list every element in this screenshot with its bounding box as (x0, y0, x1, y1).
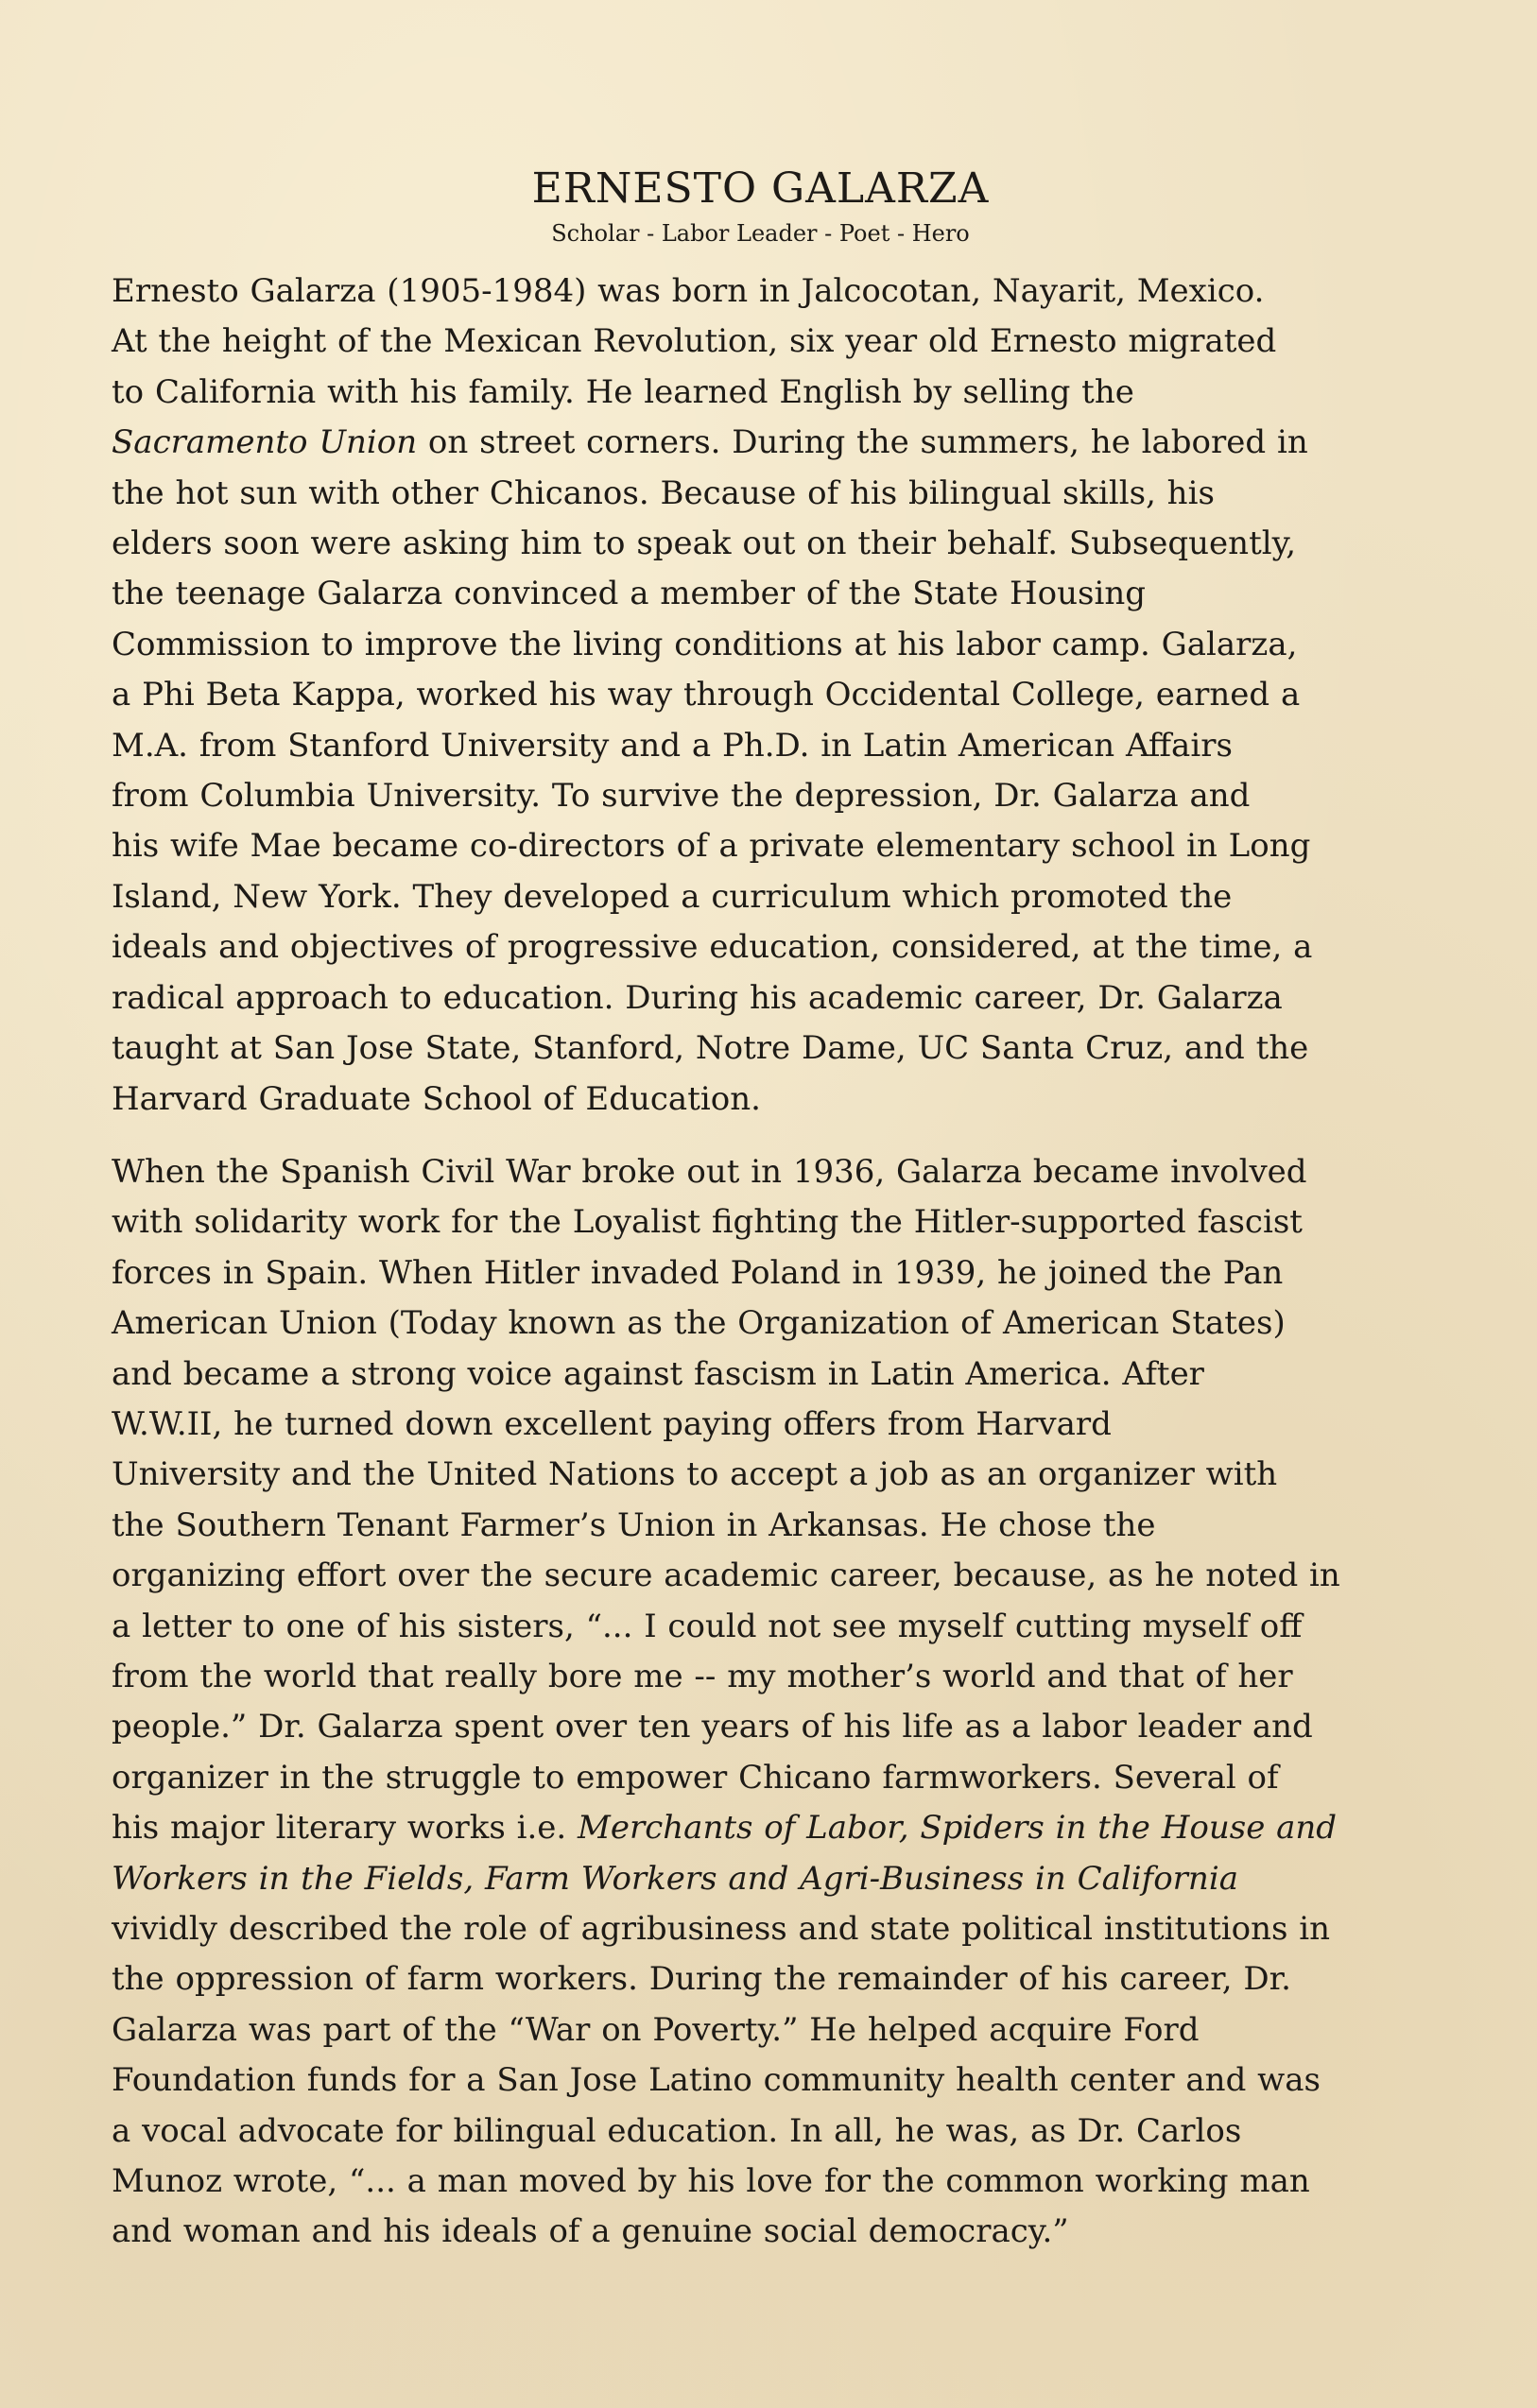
text-line (112, 1147, 1383, 1197)
body-text: a vocal advocate for bilingual education. In all, he was, as Dr. Carlos (112, 2111, 1242, 2150)
body-text: his major literary works i.e. (112, 1809, 579, 1848)
body-text: ideals and objectives of progressive education, considered, at the time, a (112, 928, 1313, 967)
paragraph-early-life (112, 267, 1383, 1125)
text-line (112, 1350, 1383, 1400)
text-line (112, 670, 1383, 720)
body-text: Munoz wrote, “... a man moved by his love for the common working man (112, 2162, 1310, 2201)
text-line (112, 1075, 1383, 1125)
body-text: elders soon were asking him to speak out on their behalf. Subsequently, (112, 525, 1297, 563)
text-line (112, 721, 1383, 771)
text-line (112, 2157, 1383, 2207)
text-line (112, 1904, 1383, 1954)
text-line (112, 1299, 1383, 1349)
text-line (112, 1702, 1383, 1752)
italic-title-text: Workers in the Fields, Farm Workers and Agri-Business in California (112, 1859, 1238, 1898)
text-line (112, 620, 1383, 670)
body-text: a letter to one of his sisters, “... I could not see myself cutting myself off (112, 1607, 1303, 1645)
text-line (112, 922, 1383, 972)
text-line (112, 2107, 1383, 2157)
text-line (112, 469, 1383, 519)
body-text: organizer in the struggle to empower Chicano farmworkers. Several of (112, 1758, 1279, 1797)
italic-title-text: Merchants of Labor, Spiders in the House and (578, 1809, 1338, 1848)
body-text: Harvard Graduate School of Education. (112, 1079, 761, 1118)
body-text: to California with his family. He learned English by selling the (112, 372, 1134, 411)
text-line (112, 1652, 1383, 1702)
text-line (112, 1602, 1383, 1652)
page-title: ERNESTO GALARZA (531, 164, 990, 213)
body-text: Foundation funds for a San Jose Latino community health center and was (112, 2061, 1321, 2100)
body-text: Island, New York. They developed a curriculum which promoted the (112, 877, 1233, 916)
text-line (112, 872, 1383, 922)
text-line (112, 569, 1383, 619)
text-line (112, 1854, 1383, 1904)
text-line (112, 1197, 1383, 1247)
paragraph-activism (112, 1147, 1383, 2258)
body-text: forces in Spain. When Hitler invaded Poland in 1939, he joined the Pan (112, 1253, 1284, 1292)
text-line (112, 2005, 1383, 2055)
body-text: on street corners. During the summers, he labored in (417, 423, 1308, 462)
text-line (112, 1023, 1383, 1074)
body-text: Commission to improve the living conditions at his labor camp. Galarza, (112, 625, 1298, 663)
text-line (112, 519, 1383, 569)
body-text: and became a strong voice against fascism in Latin America. After (112, 1354, 1204, 1393)
text-line (112, 1450, 1383, 1500)
body-text: M.A. from Stanford University and a Ph.D. in Latin American Affairs (112, 726, 1233, 765)
text-line (112, 1248, 1383, 1299)
text-line (112, 1400, 1383, 1450)
body-text: Galarza was part of the “War on Poverty.” He helped acquire Ford (112, 2010, 1200, 2049)
body-text: his wife Mae became co-directors of a private elementary school in Long (112, 827, 1311, 866)
body-text: the teenage Galarza convinced a member of the State Housing (112, 575, 1146, 613)
body-text: the Southern Tenant Farmer’s Union in Arkansas. He chose the (112, 1505, 1156, 1544)
text-line (112, 2207, 1383, 2257)
text-line (112, 1501, 1383, 1551)
body-text: W.W.II, he turned down excellent paying offers from Harvard (112, 1404, 1112, 1443)
text-line (112, 317, 1383, 367)
text-line (112, 1551, 1383, 1601)
text-line (112, 368, 1383, 418)
text-line (112, 267, 1383, 317)
body-text: the hot sun with other Chicanos. Because of his bilingual skills, his (112, 473, 1215, 512)
text-line (112, 2055, 1383, 2106)
body-text: taught at San Jose State, Stanford, Notre Dame, UC Santa Cruz, and the (112, 1029, 1309, 1068)
body-text: and woman and his ideals of a genuine social democracy.” (112, 2212, 1069, 2251)
body-text: radical approach to education. During his academic career, Dr. Galarza (112, 978, 1283, 1017)
text-line (112, 1803, 1383, 1853)
body-text: American Union (Today known as the Organization of American States) (112, 1304, 1286, 1343)
body-text: people.” Dr. Galarza spent over ten years of his life as a labor leader and (112, 1708, 1313, 1746)
body-text: organizing effort over the secure academic career, because, as he noted in (112, 1557, 1340, 1595)
body-text: from the world that really bore me -- my mother’s world and that of her (112, 1657, 1293, 1695)
text-line (112, 973, 1383, 1023)
text-line (112, 1954, 1383, 2004)
text-line (112, 821, 1383, 871)
body-text: from Columbia University. To survive the depression, Dr. Galarza and (112, 777, 1251, 816)
body-text: When the Spanish Civil War broke out in 1936, Galarza became involved (112, 1152, 1307, 1191)
page-subtitle: Scholar - Labor Leader - Poet - Hero (551, 220, 970, 247)
body-text: University and the United Nations to accept a job as an organizer with (112, 1455, 1278, 1494)
text-line (112, 1753, 1383, 1803)
body-text: Ernesto Galarza (1905-1984) was born in Jalcocotan, Nayarit, Mexico. (112, 272, 1265, 310)
body-text: vividly described the role of agribusiness and state political institutions in (112, 1910, 1331, 1948)
body-text: with solidarity work for the Loyalist fighting the Hitler-supported fascist (112, 1203, 1303, 1242)
document-content (112, 161, 1383, 2258)
body-text: At the height of the Mexican Revolution, six year old Ernesto migrated (112, 322, 1277, 361)
text-line (112, 771, 1383, 821)
body-text: the oppression of farm workers. During the remainder of his career, Dr. (112, 1960, 1291, 1999)
italic-title-text: Sacramento Union (112, 423, 418, 462)
body-text: a Phi Beta Kappa, worked his way through Occidental College, earned a (112, 676, 1301, 714)
text-line (112, 418, 1383, 468)
